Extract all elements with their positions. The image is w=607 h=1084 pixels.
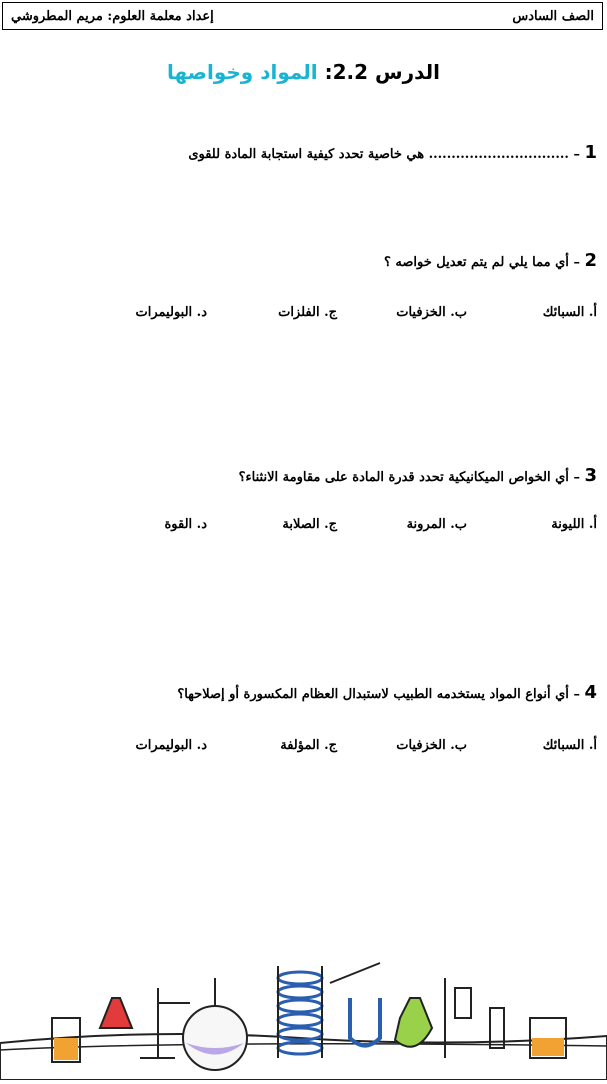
option-c[interactable]: ج. المؤلفة xyxy=(280,738,337,753)
question-text: أي أنواع المواد يستخدمه الطبيب لاستبدال العظام المكسورة أو إصلاحها؟ xyxy=(177,687,569,702)
question-2 xyxy=(384,250,597,271)
lesson-title xyxy=(0,60,607,84)
option-a[interactable]: أ. السبائك xyxy=(542,305,597,320)
question-text: ............................... هي خاصية تحدد كيفية استجابة المادة للقوى xyxy=(188,147,569,162)
lesson-topic: المواد وخواصها xyxy=(166,60,318,84)
option-c[interactable]: ج. الصلابة xyxy=(282,517,337,532)
option-d[interactable]: د. البوليمرات xyxy=(135,738,207,753)
option-b[interactable]: ب. الخزفيات xyxy=(396,738,467,753)
question-3-options xyxy=(97,517,597,539)
question-3 xyxy=(239,465,597,486)
question-text: أي الخواص الميكانيكية تحدد قدرة المادة على مقاومة الانثناء؟ xyxy=(238,470,569,485)
question-number: 1 xyxy=(584,142,597,163)
option-a[interactable]: أ. الليونة xyxy=(551,517,597,532)
question-dash: – xyxy=(573,470,580,485)
chemistry-lab-equipment-icon xyxy=(0,958,607,1080)
option-d[interactable]: د. القوة xyxy=(164,517,207,532)
option-b[interactable]: ب. الخزفيات xyxy=(396,305,467,320)
question-4 xyxy=(177,682,597,703)
prepared-by-label: إعداد معلمة العلوم: مريم المطروشي xyxy=(11,8,214,24)
option-c[interactable]: ج. الفلزات xyxy=(278,305,337,320)
page-header xyxy=(2,2,603,30)
question-dash: – xyxy=(573,147,580,162)
question-number: 2 xyxy=(584,250,597,271)
lesson-number: الدرس 2.2: xyxy=(324,60,441,84)
question-number: 4 xyxy=(584,682,597,703)
option-b[interactable]: ب. المرونة xyxy=(406,517,467,532)
question-1 xyxy=(188,142,597,163)
question-dash: – xyxy=(573,687,580,702)
question-dash: – xyxy=(573,255,580,270)
question-number: 3 xyxy=(584,465,597,486)
option-a[interactable]: أ. السبائك xyxy=(542,738,597,753)
question-text: أي مما يلي لم يتم تعديل خواصه ؟ xyxy=(383,255,569,270)
question-4-options xyxy=(97,738,597,760)
option-d[interactable]: د. البوليمرات xyxy=(135,305,207,320)
question-2-options xyxy=(97,305,597,327)
grade-label: الصف السادس xyxy=(512,8,594,24)
